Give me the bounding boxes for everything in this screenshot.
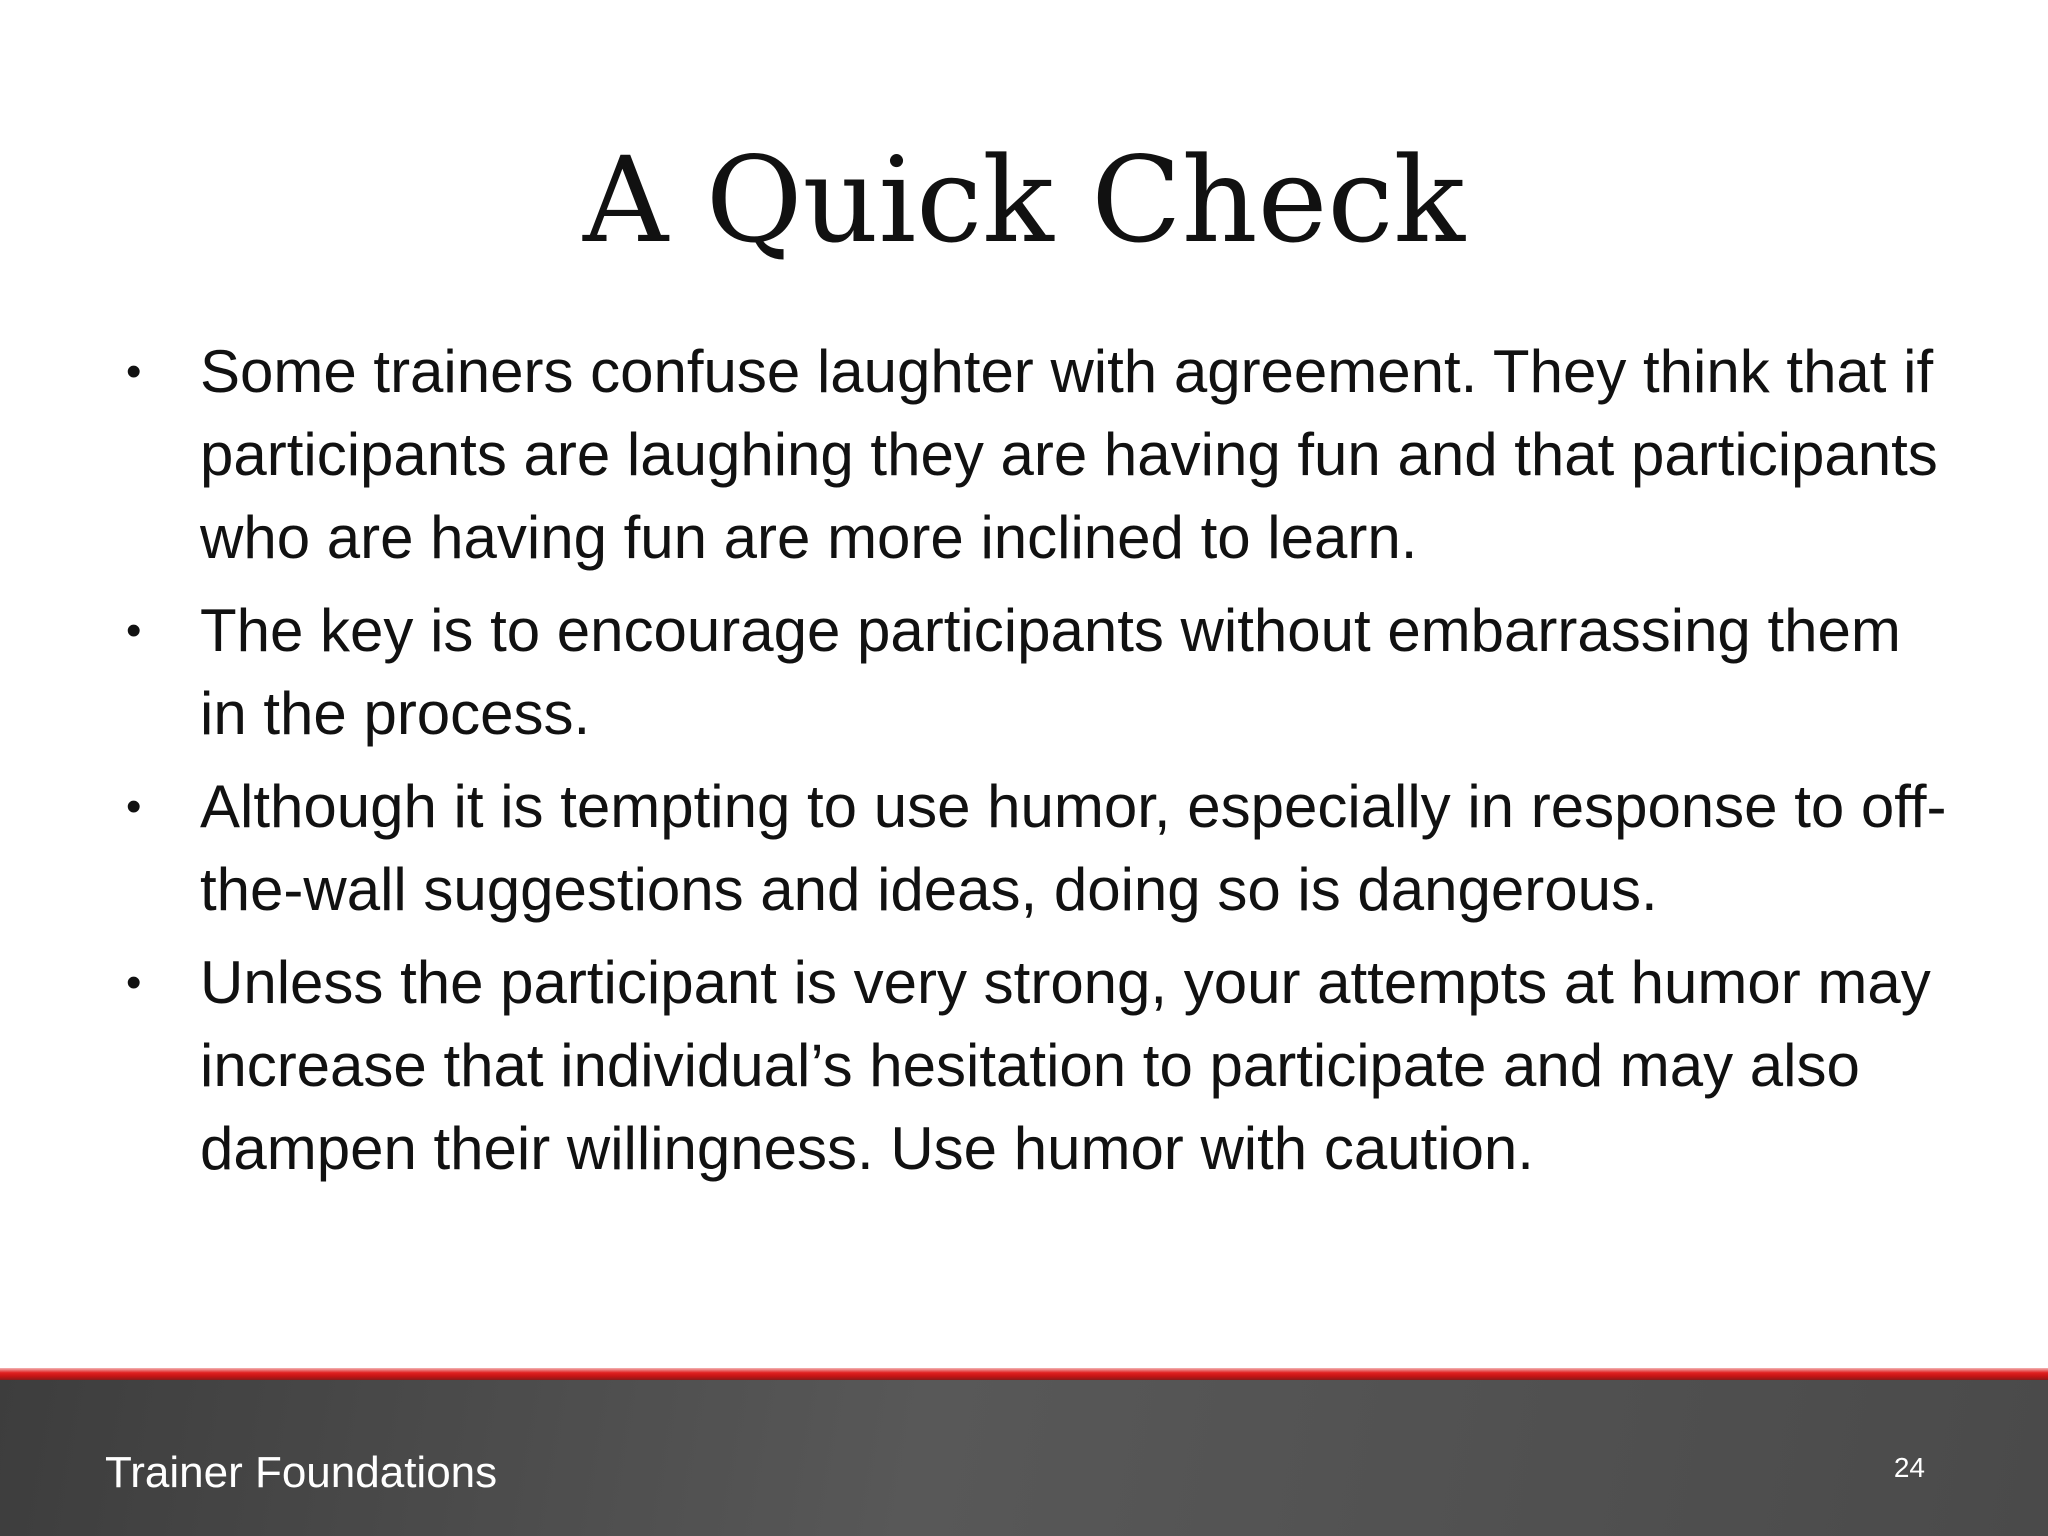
- bullet-icon: •: [126, 782, 142, 831]
- bullet-list: [120, 330, 1960, 1200]
- bullet-text: Unless the participant is very strong, your attempts at humor may increase that individual’s hesitation to participate and may also dampen their willingness. Use humor with caution.: [200, 949, 1931, 1182]
- bullet-icon: •: [126, 958, 142, 1007]
- page-number: 24: [1893, 1452, 1925, 1483]
- bullet-item: [120, 765, 1960, 931]
- bullet-icon: •: [126, 347, 142, 396]
- bullet-item: [120, 589, 1960, 755]
- slide-title: A Quick Check: [582, 131, 1465, 269]
- footer-text: Trainer Foundations: [105, 1448, 498, 1497]
- bullet-text: Some trainers confuse laughter with agreement. They think that if participants are laughing they are having fun and that participants who are having fun are more inclined to learn.: [200, 338, 1938, 571]
- footer-accent-line: [0, 1368, 2048, 1380]
- bullet-icon: •: [126, 606, 142, 655]
- bullet-text: Although it is tempting to use humor, especially in response to off-the-wall suggestions and ideas, doing so is dangerous.: [200, 773, 1947, 923]
- bullet-text: The key is to encourage participants without embarrassing them in the process.: [200, 597, 1901, 747]
- bullet-item: [120, 330, 1960, 579]
- bullet-item: [120, 941, 1960, 1190]
